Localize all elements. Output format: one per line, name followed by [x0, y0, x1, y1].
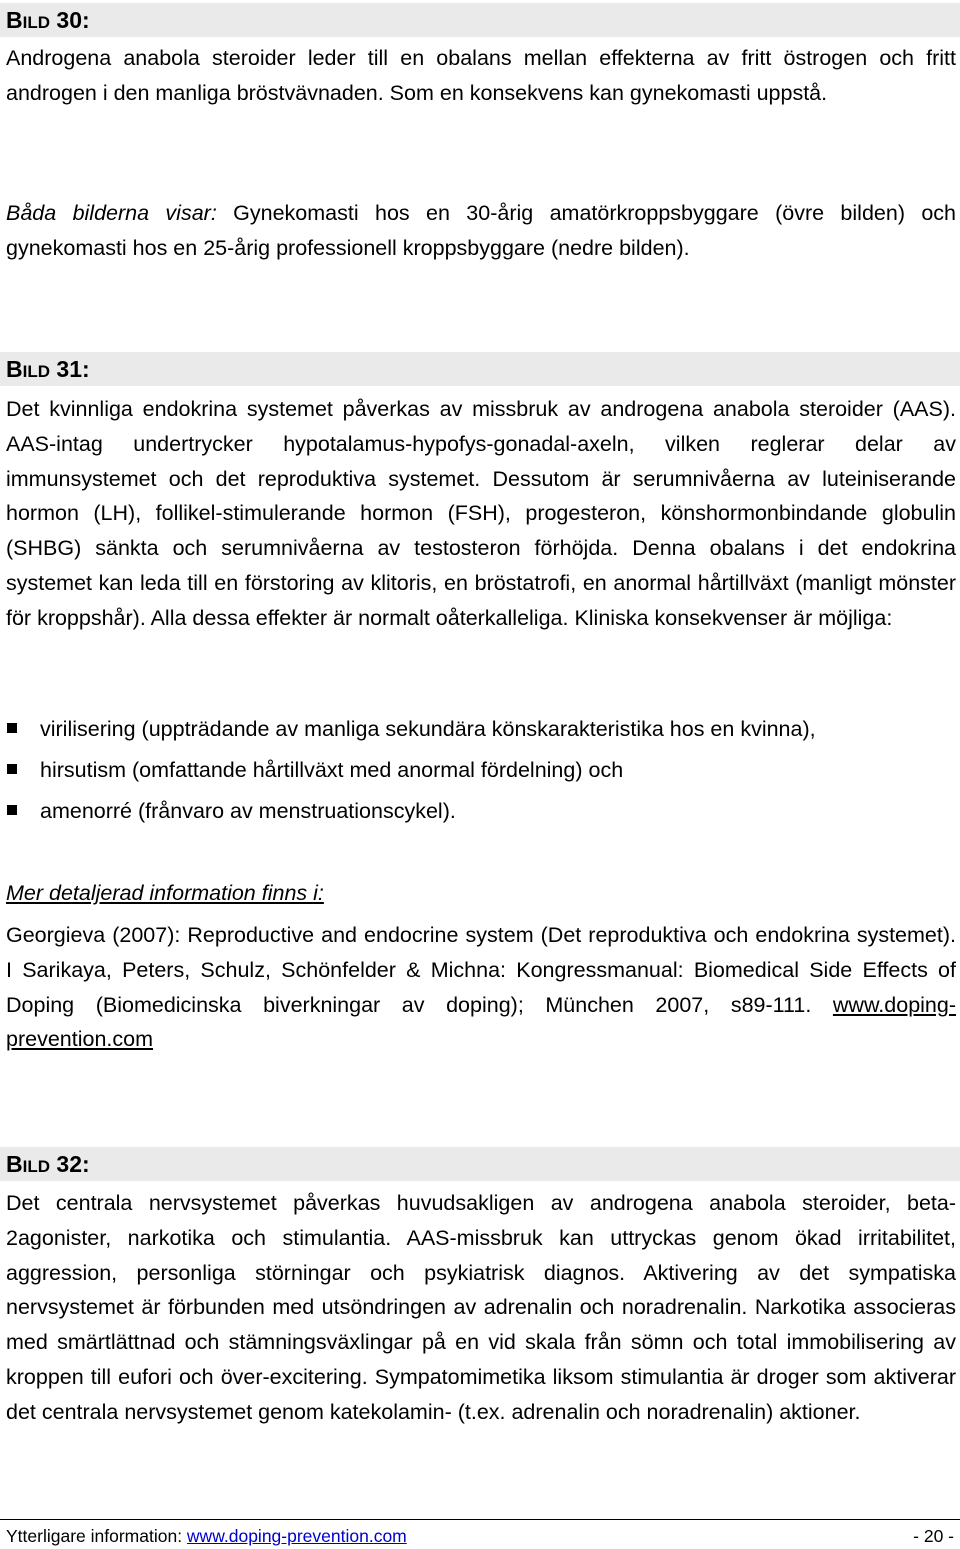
bild30-caption-text: Gynekomasti hos en 30-årig amatörkroppsbyggare (övre bilden) och gynekomasti hos en 25-årig professionell kroppsbyggare (nedre bilden). — [6, 201, 956, 260]
footer-label: Ytterligare information: — [6, 1526, 187, 1546]
list-item: virilisering (uppträdande av manliga sekundära könskarakteristika hos en kvinna), — [6, 712, 956, 753]
square-bullet-icon — [7, 723, 17, 733]
bild30-heading-bar — [0, 3, 960, 37]
reference-link[interactable]: www.doping-prevention.com — [6, 992, 956, 1052]
bild31-heading-bar — [0, 352, 960, 386]
footer-link[interactable]: www.doping-prevention.com — [186, 1526, 407, 1546]
reference-paragraph — [6, 918, 956, 1057]
bild31-bullet-list — [6, 712, 956, 835]
bild32-paragraph: Det centrala nervsystemet påverkas huvudsakligen av androgena anabola steroider, beta-2agonister, narkotika och stimulantia. AAS-missbruk kan uttryckas genom ökad irritabilitet, aggression, personliga störningar och psykiatrisk diagnos. Aktivering av det sympatiska nervsystemet är förbunden med utsöndringen av adrenalin och noradrenalin. Narkotika associeras med smärtlättnad och stämningsväxlingar på en vid skala från sömn och total immobilisering av kroppen till eufori och över-excitering. Sympatomimetika liksom stimulantia är droger som aktiverar det centrala nervsystemet genom katekolamin- (t.ex. adrenalin och noradrenalin) aktioner. — [6, 1191, 956, 1424]
page-number: - 20 - — [913, 1526, 954, 1546]
bild31-paragraph: Det kvinnliga endokrina systemet påverkas av missbruk av androgena anabola steroider (AAS). AAS-intag undertrycker hypotalamus-hypofys-gonadal-axeln, vilken reglerar delar av immunsystemet och det reproduktiva systemet. Dessutom är serumnivåerna av luteiniserande hormon (LH), follikel-stimulerande hormon (FSH), progesteron, könshormonbindande globulin (SHBG) sänkta och serumnivåerna av testosteron förhöjda. Denna obalans i det endokrina systemet kan leda till en förstoring av klitoris, en bröstatrofi, en anormal hårtillväxt (manligt mönster för kroppshår). Alla dessa effekter är normalt oåterkalleliga. Kliniska konsekvenser är möjliga: — [6, 397, 956, 630]
footer-divider — [0, 1519, 960, 1520]
bild32-heading: BILD 32: — [6, 1151, 90, 1177]
footer-info — [6, 1525, 407, 1547]
square-bullet-icon — [7, 805, 17, 815]
bild30-paragraph: Androgena anabola steroider leder till en obalans mellan effekterna av fritt östrogen och fritt androgen i den manliga bröstvävnaden. Som en konsekvens kan gynekomasti uppstå. — [6, 46, 956, 105]
bild30-caption — [6, 196, 956, 266]
bild32-heading-bar — [0, 1147, 960, 1181]
bild30-heading: BILD 30: — [6, 7, 90, 33]
bild31-heading: BILD 31: — [6, 356, 90, 382]
list-item: hirsutism (omfattande hårtillväxt med anormal fördelning) och — [6, 753, 956, 794]
bild30-caption-intro: Båda bilderna visar: — [6, 201, 217, 225]
square-bullet-icon — [7, 764, 17, 774]
list-item: amenorré (frånvaro av menstruationscykel). — [6, 794, 956, 835]
reference-text: Georgieva (2007): Reproductive and endocrine system (Det reproduktiva och endokrina systemet). I Sarikaya, Peters, Schulz, Schönfelder & Michna: Kongressmanual: Biomedical Side Effects of Doping (Biomedicinska biverkningar av doping); München 2007, s89-111. — [6, 923, 956, 1017]
more-info-label: Mer detaljerad information finns i: — [6, 881, 324, 905]
